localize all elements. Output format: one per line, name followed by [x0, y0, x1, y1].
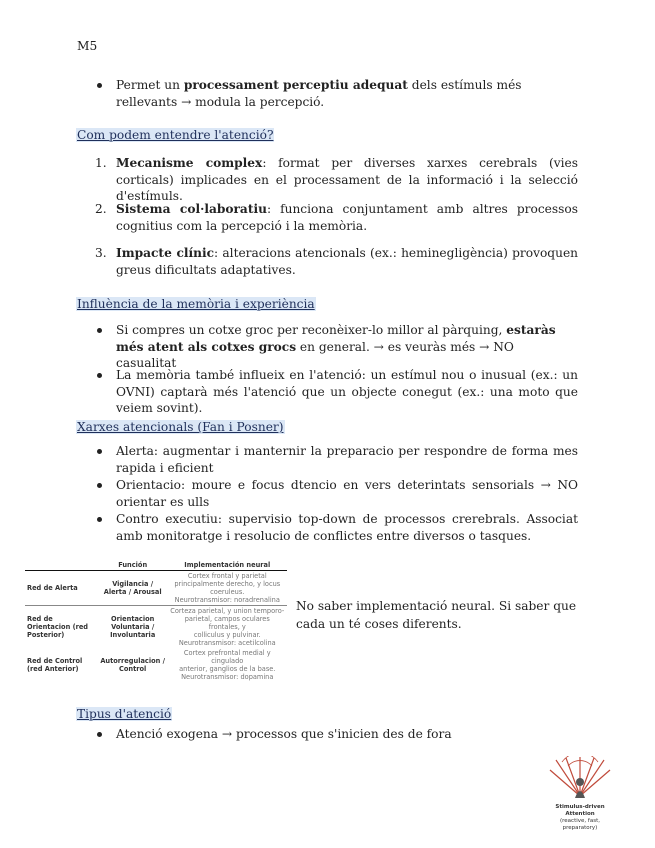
section-heading-memory: [76, 293, 316, 312]
network-bullet-orientation: Orientacio: moure e focus dtencio en vers deterintats sensorials → NO orientar es ulls: [116, 478, 578, 509]
item-text: : alteracions atencionals (ex.: heminegligència) provoquen greus dificultats adaptatives.: [116, 246, 579, 277]
item-number: 3.: [95, 246, 107, 260]
item-text: : format per diverses xarxes cerebrals (vies corticals) implicades en el processament de la informació i la selecció d'estímuls.: [116, 156, 578, 203]
network-implementation: Corteza parietal, y union temporo- parietal, campos oculares frontales, y colliculus y pulvinar. Neurotransmisor: acetilcolina: [168, 606, 287, 649]
types-bullet-1: Atenció exogena → processos que s'inicien des de fora: [116, 726, 578, 743]
list-item-1: [95, 155, 578, 205]
heading-text: Influència de la memòria i experiència: [77, 297, 315, 311]
network-name: Red de Orientacion (red Posterior): [25, 606, 98, 649]
section-heading-attention: [76, 124, 274, 143]
bullet-text-bold: estaràs més atent als cotxes grocs: [116, 323, 556, 354]
heading-text: Xarxes atencionals (Fan i Posner): [77, 420, 284, 434]
intro-bullet: [116, 77, 578, 110]
list-item-3: [95, 245, 579, 278]
page-header: M5: [77, 39, 98, 53]
item-text: : funciona conjuntament amb altres processos cognitius com la percepció i la memòria.: [116, 202, 578, 233]
network-implementation: Cortex frontal y parietal principalmente derecho, y locus coeruleus. Neurotransmisor: noradrenalina: [174, 572, 281, 604]
intro-text-post: dels estímuls més rellevants → modula la percepció.: [116, 78, 522, 109]
memory-bullet-1: [116, 322, 578, 372]
intro-text-pre: Permet un: [116, 78, 184, 92]
bullet-text-post: en general. → es veuràs més → NO casualitat: [116, 339, 514, 370]
table-row: [25, 571, 287, 606]
network-function: Autorregulacion / Control: [100, 657, 166, 673]
table-header-empty: [25, 561, 98, 571]
heading-text: Com podem entendre l'atenció?: [77, 128, 274, 142]
logo-title: Stimulus-driven Attention: [555, 804, 605, 817]
network-function: Vigilancia / Alerta / Arousal: [103, 580, 162, 596]
section-heading-types: [76, 703, 172, 722]
heading-text: Tipus d'atenció: [77, 707, 172, 721]
neural-networks-table: [25, 561, 287, 682]
network-name: Red de Alerta: [27, 584, 78, 592]
table-note: No saber implementació neural. Si saber que cada un té coses diferents.: [296, 599, 577, 631]
list-item-2: [95, 201, 578, 234]
network-function: Orientacion Voluntaria / Involuntaria: [98, 606, 168, 649]
item-number: 2.: [95, 202, 107, 216]
memory-bullet-2: La memòria també influeix en l'atenció: un estímul nou o inusual (ex.: un OVNI) captarà més l'atenció que un objecte conegut (ex.: una moto que veiem sovint).: [116, 368, 578, 415]
network-bullet-alert: Alerta: augmentar i manternir la preparacio per respondre de forma mes rapida i eficient: [116, 444, 578, 475]
item-bold: Mecanisme complex: [116, 156, 263, 170]
table-row: [25, 648, 287, 682]
table-header-neural: Implementación neural: [168, 561, 287, 571]
item-bold: Impacte clínic: [116, 246, 215, 260]
table-row: [25, 606, 287, 649]
table-header-function: Función: [98, 561, 168, 571]
network-bullet-control: Contro executiu: supervisio top-down de processos crerebrals. Associat amb monitoratge i resolucio de conflictes entre diversos o tasques.: [116, 512, 578, 543]
stimulus-attention-icon: [546, 756, 614, 800]
bullet-text-pre: Si compres un cotxe groc per reconèixer-lo millor al pàrquing,: [116, 323, 507, 337]
logo-subtitle: (reactive, fast, preparatory): [560, 818, 600, 831]
attention-logo: [546, 756, 614, 832]
intro-text-bold: processament perceptiu adequat: [183, 78, 408, 92]
item-bold: Sistema col·laboratiu: [116, 202, 267, 216]
network-name: Red de Control (red Anterior): [27, 657, 83, 673]
network-implementation: Cortex prefrontal medial y cingulado anterior, ganglios de la base. Neurotransmisor: dopamina: [179, 649, 276, 681]
item-number: 1.: [95, 156, 107, 170]
section-heading-networks: [76, 416, 285, 435]
